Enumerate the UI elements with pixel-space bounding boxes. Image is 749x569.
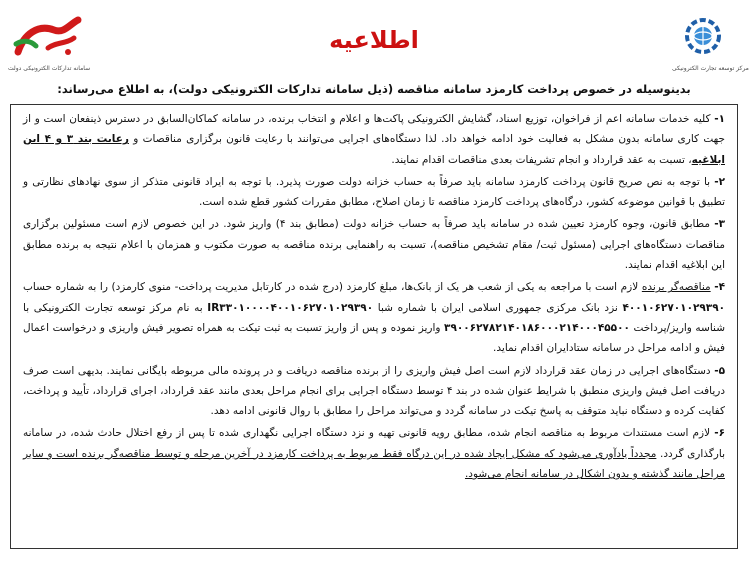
item-number: ۵- [714, 364, 725, 377]
intro-line: بدینوسیله در خصوص پرداخت کارمزد سامانه مناقصه (ذیل سامانه تدارکات الکترونیکی دولت)، به اطلاع می‌رساند: [57, 82, 691, 96]
list-item-5 [19, 361, 729, 422]
item-text: لازم است مستندات مربوط به مناقصه انجام شده، مطابق رویه قانونی تهیه و نزد دستگاه اجرایی نگهداری شده تا پس از رفع اختلال حادث شده، در سامانه بارگذاری گردد. [23, 427, 725, 460]
ecommerce-logo-caption: مرکز توسعه تجارت الکترونیکی [672, 65, 749, 72]
item-text: با توجه به نص صریح قانون پرداخت کارمزد سامانه باید صرفاً به حساب خزانه دولت صورت پذیرد. با توجه به ایراد قانونی متذکر از سوی نهادهای نظارتی و تطبیق با قوانین موضوعه کشور، درگاه‌های پرداخت کارمزد مناقصه تا زمان اصلاح، مطابق مقررات کشور قطع شده است. [23, 175, 725, 209]
item-number: ۳- [714, 218, 725, 231]
list-item-4 [19, 277, 729, 358]
page-title: اطلاعیه [329, 26, 419, 54]
payment-id: ۳۹۰۰۶۲۷۸۲۱۴۰۱۸۶۰۰۰۲۱۴۰۰۰۴۵۵۰۰ [444, 321, 630, 334]
item-number: ۲- [714, 175, 725, 188]
winning-bidder-label: مناقصه‌گر برنده [641, 281, 711, 294]
iban-number: IR۳۳۰۱۰۰۰۰۴۰۰۱۰۶۲۷۰۱۰۲۹۳۹۰ [207, 301, 374, 314]
setad-logo-caption: سامانه تدارکات الکترونیکی دولت [8, 65, 91, 72]
list-item-6 [19, 423, 729, 484]
item-text: ، تسبت به عقد قرارداد و انجام تشریفات بعدی مناقصات اقدام نمایند. [391, 153, 692, 166]
item-text: واریز نموده و پس از واریز تسبت به ثبت تیکت به همراه تصویر فیش واریزی و درخواست اعمال فیش و ادامه مراحل در سامانه ستادایران اقدام نماید. [23, 321, 725, 355]
list-item-1 [19, 109, 729, 170]
item-number: ۴- [714, 281, 726, 294]
item-text: به نام مرکز توسعه تجارت الکترونیکی با شناسه واریز/پرداخت [23, 301, 726, 334]
list-item-2 [19, 172, 729, 213]
gear-globe-logo-icon [672, 14, 734, 60]
item-emphasis: رعایت بند ۳ و ۴ این ابلاغیه [23, 133, 725, 166]
item-number: ۶- [714, 427, 725, 440]
item-text: نزد بانک مرکزی جمهوری اسلامی ایران با شماره شبا [377, 301, 618, 314]
item-text: دستگاه‌های اجرایی در زمان عقد قرارداد لازم است اصل فیش واریزی را از برنده مناقصه دریافت و در پرونده مالی مربوطه بایگانی نمایند. بدیهی است صرف دریافت اصل فیش واریزی منطبق با شرایط عنوان شده در بند ۴ توسط دستگاه اجرایی برای انجام مراحل بعدی مانند عقد قرارداد، اجرای قرارداد، تأیید و پرداخت، کفایت کرده و دستگاه نباید متوقف به پاسخ تیکت در سامانه گردد و می‌تواند مراحل را مطابق با روال قانونی ادامه دهد. [23, 364, 725, 418]
reminder-text: مجدداً یادآوری می‌شود که مشکل ایجاد شده در این درگاه فقط مربوط به پرداخت کارمزد در آخرین مرحله و توسط مناقصه‌گر برنده است و سایر مراحل مانند گذشته و بدون اشکال در سامانه انجام می‌شود. [23, 447, 725, 481]
item-number: ۱- [714, 113, 725, 125]
ecommerce-center-logo [672, 14, 749, 72]
header [0, 0, 748, 80]
item-text: مطابق قانون، وجوه کارمزد تعیین شده در سامانه باید صرفاً به حساب خزانه دولت (مطابق بند ۴) واریز شود. در این خصوص لازم است مسئولین برگزاری مناقصات دستگاه‌های اجرایی (مسئول ثبت/ مقام تشخیص مناقصه)، تسبت به راهنمایی برنده مناقصه به صورت مکتوب و همزمان با اعلام نتیجه به برنده مطابق این ابلاغیه اقدام نمایند. [23, 218, 725, 272]
account-number: ۴۰۰۱۰۶۲۷۰۱۰۲۹۳۹۰ [622, 301, 726, 314]
item-text: کلیه خدمات سامانه اعم از فراخوان، توزیع اسناد، گشایش الکترونیکی پاکت‌ها و اعلام و انتخاب برنده، در سامانه کماکان‌السابق در دسترس ذینفعان است و از جهت کاری سامانه بدون مشکل به فعالیت خود ادامه خواهد داد. لذا دستگاه‌های اجرایی می‌توانند با رعایت قانون برگزاری مناقصات و [23, 113, 725, 146]
item-text: لازم است با مراجعه به یکی از شعب هر یک از بانک‌ها، مبلغ کارمزد (درج شده در کارتابل مدیریت پرداخت- منوی کارمزد) را به شماره حساب [23, 281, 639, 294]
notice-body [10, 104, 738, 549]
list-item-3 [19, 214, 729, 275]
